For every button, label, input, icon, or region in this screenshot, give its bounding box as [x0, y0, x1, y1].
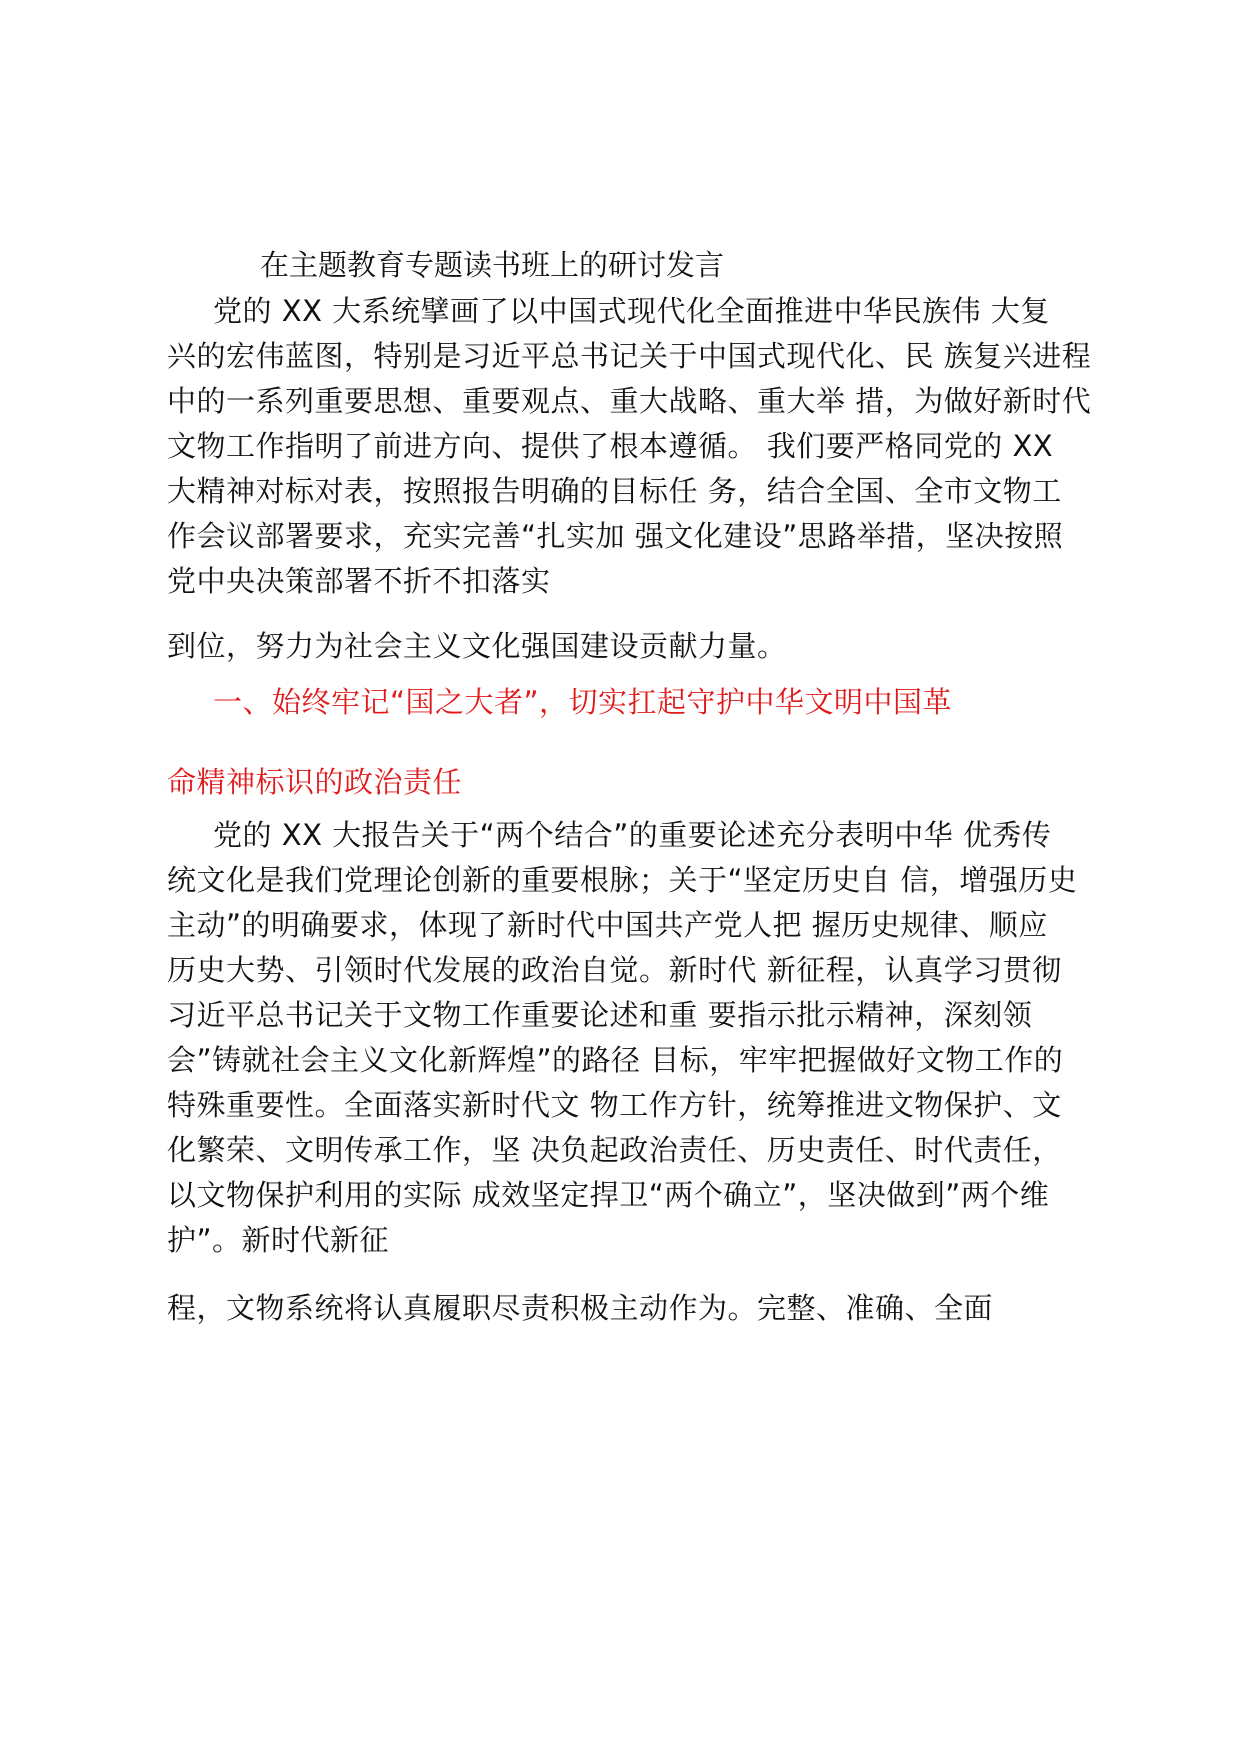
paragraph-line: 党的 XX 大报告关于“两个结合”的重要论述充分表明中华 优秀传: [213, 818, 1052, 852]
paragraph-line: 中的一系列重要思想、重要观点、重大战略、重大举 措，为做好新时代: [167, 384, 1092, 418]
paragraph-line: 化繁荣、文明传承工作，坚 决负起政治责任、历史责任、时代责任，: [167, 1133, 1062, 1167]
paragraph-line: 主动”的明确要求，体现了新时代中国共产党人把 握历史规律、顺应: [167, 908, 1048, 942]
paragraph-line: 习近平总书记关于文物工作重要论述和重 要指示批示精神，深刻领: [167, 998, 1033, 1032]
paragraph-line: 作会议部署要求，充实完善“扎实加 强文化建设”思路举措，坚决按照: [167, 519, 1064, 553]
paragraph-line: 党的 XX 大系统擘画了以中国式现代化全面推进中华民族伟 大复: [213, 294, 1050, 328]
paragraph-line: 特殊重要性。全面落实新时代文 物工作方针，统筹推进文物保护、文: [167, 1088, 1062, 1122]
paragraph-line: 以文物保护利用的实际 成效坚定捍卫“两个确立”，坚决做到”两个维: [167, 1178, 1050, 1212]
paragraph-line: 护”。新时代新征: [167, 1223, 390, 1257]
paragraph-line: 统文化是我们党理论创新的重要根脉；关于“坚定历史自 信，增强历史: [167, 863, 1078, 897]
paragraph-line: 兴的宏伟蓝图，特别是习近平总书记关于中国式现代化、民 族复兴进程: [167, 339, 1092, 373]
document-title: 在主题教育专题读书班上的研讨发言: [260, 248, 725, 282]
paragraph-line: 到位，努力为社会主义文化强国建设贡献力量。: [167, 629, 787, 663]
section-heading: 一、始终牢记“国之大者”，切实扛起守护中华文明中国革: [213, 685, 953, 719]
paragraph-line: 文物工作指明了前进方向、提供了根本遵循。 我们要严格同党的 XX: [167, 429, 1054, 463]
paragraph-line: 大精神对标对表，按照报告明确的目标任 务，结合全国、全市文物工: [167, 474, 1062, 508]
paragraph-line: 程，文物系统将认真履职尽责积极主动作为。完整、准确、全面: [167, 1291, 994, 1325]
section-heading: 命精神标识的政治责任: [167, 765, 463, 799]
paragraph-line: 党中央决策部署不折不扣落实: [167, 564, 551, 598]
paragraph-line: 会”铸就社会主义文化新辉煌”的路径 目标，牢牢把握做好文物工作的: [167, 1043, 1064, 1077]
paragraph-line: 历史大势、引领时代发展的政治自觉。新时代 新征程，认真学习贯彻: [167, 953, 1062, 987]
